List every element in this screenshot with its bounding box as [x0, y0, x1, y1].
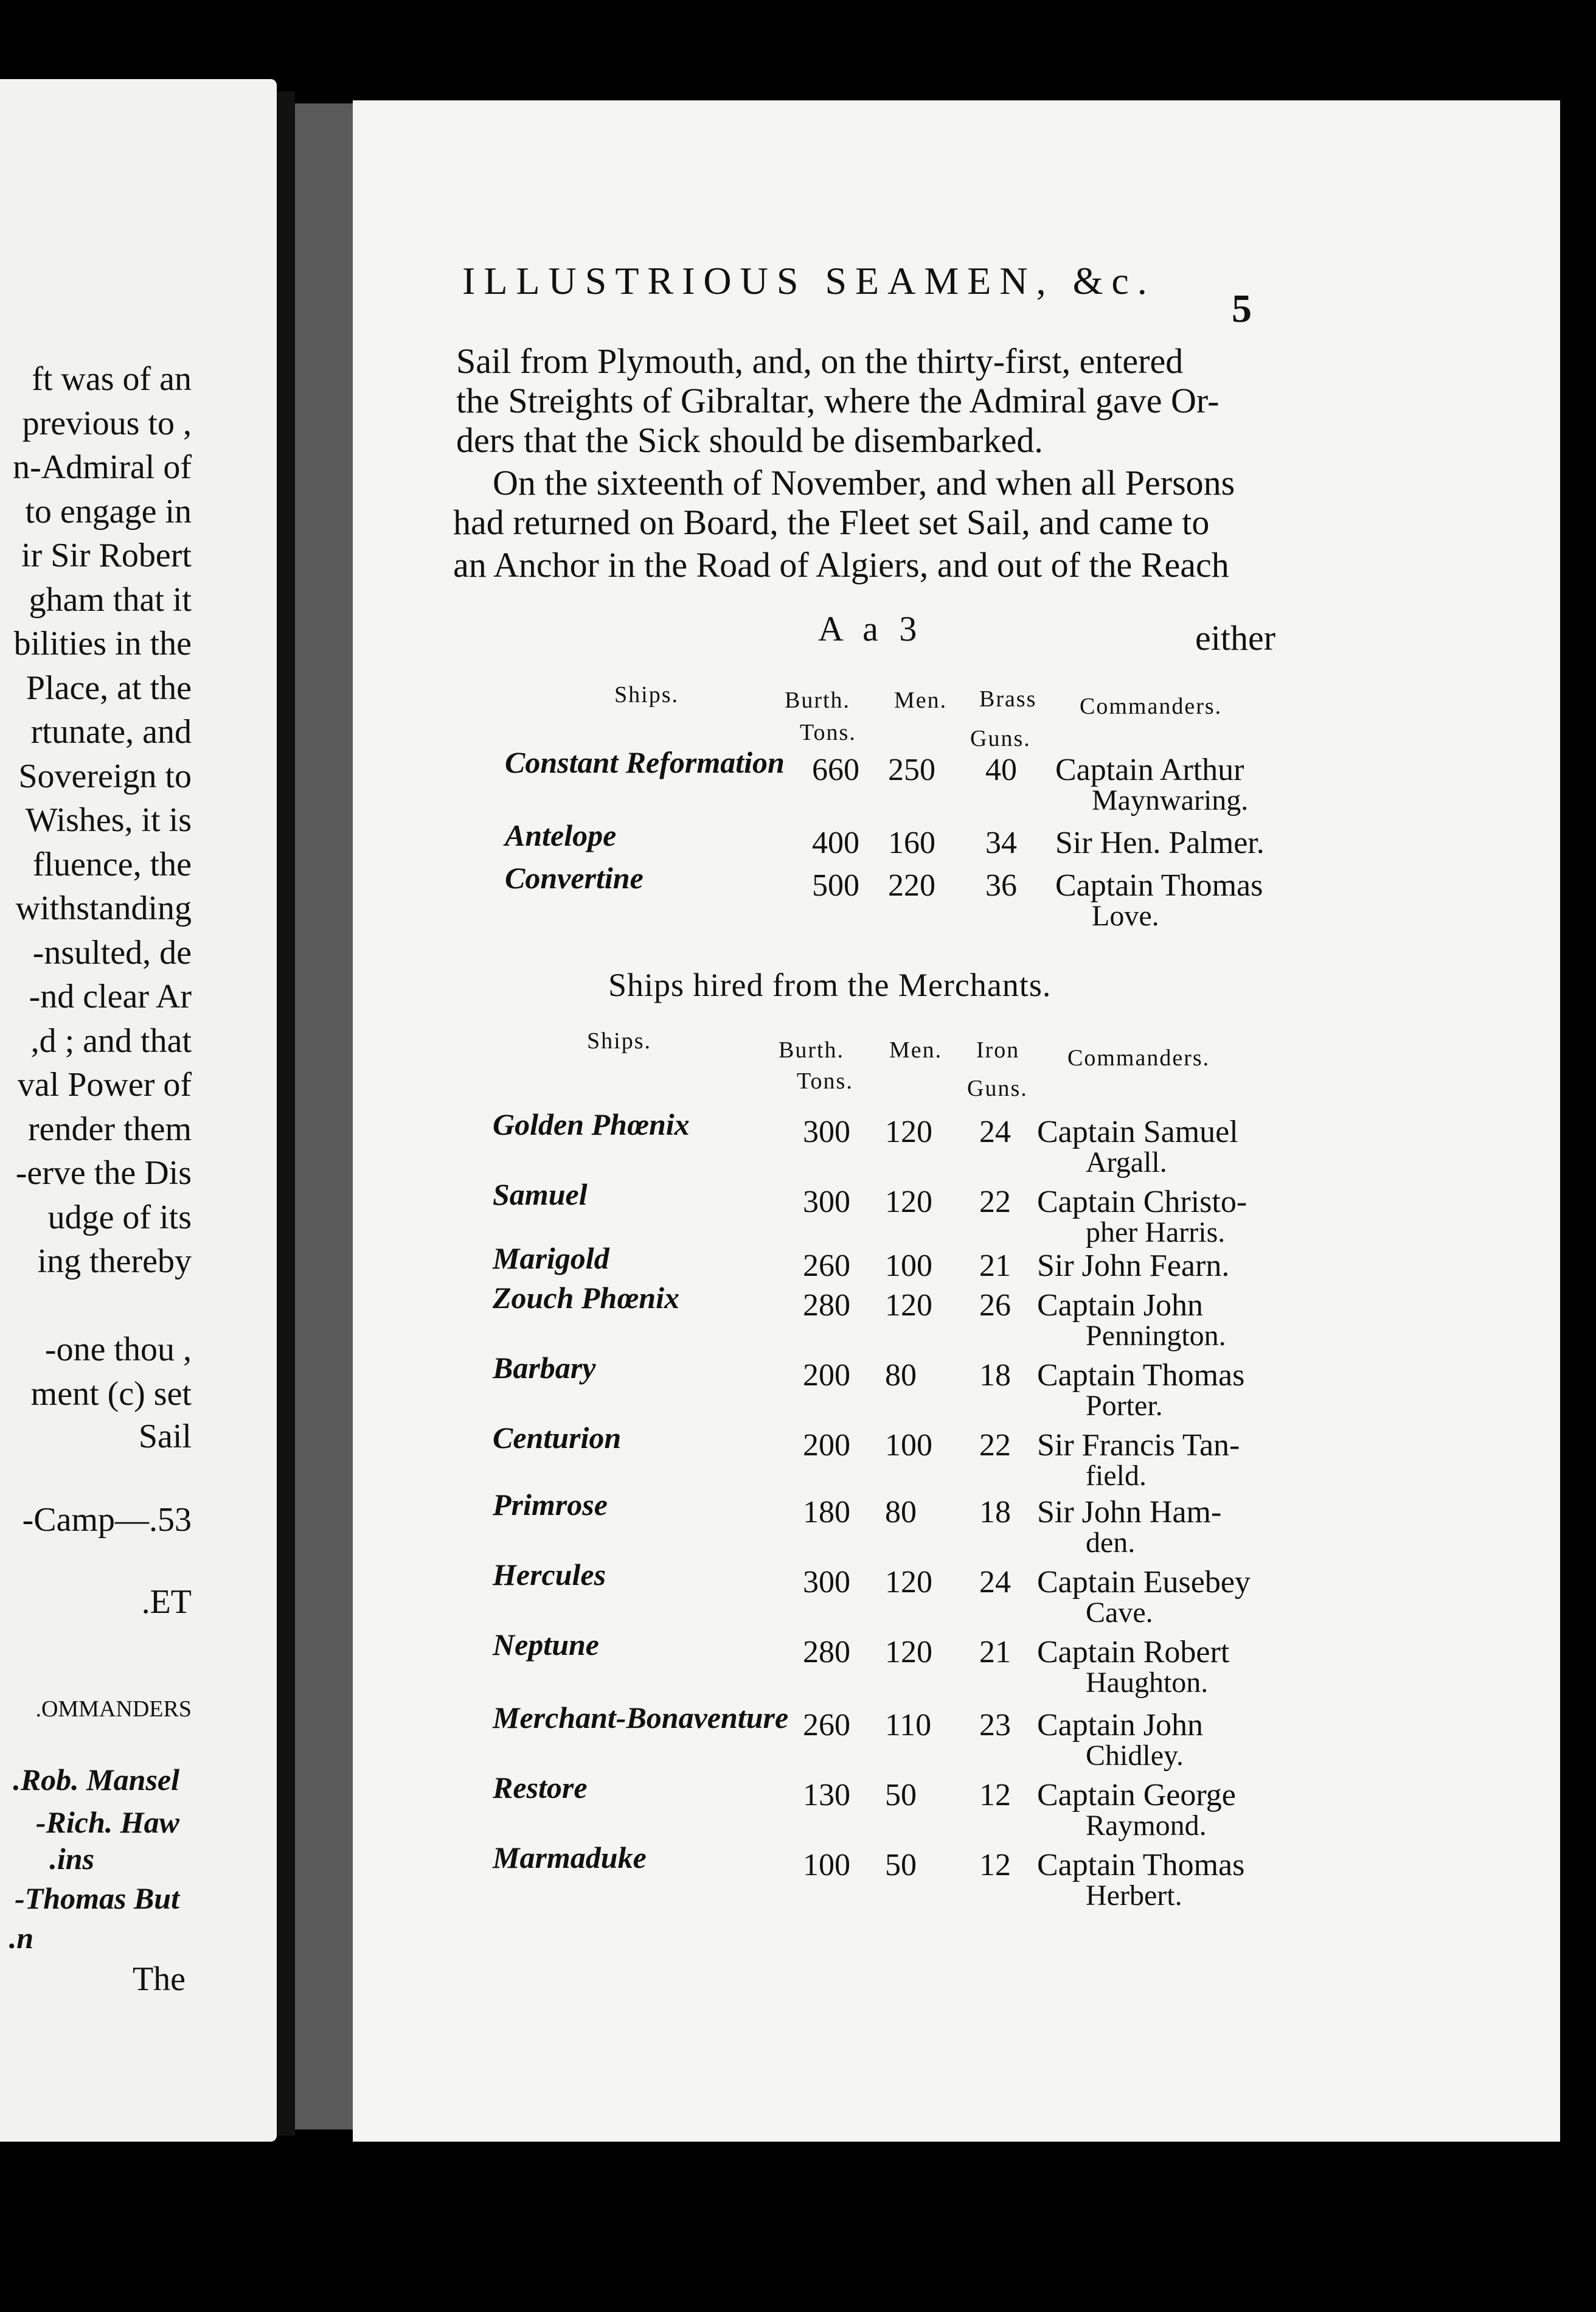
commander-cont-cell: Pennington. — [1086, 1320, 1226, 1352]
commander-cell: Captain Eusebey — [1037, 1565, 1251, 1600]
guns-cell: 18 — [979, 1358, 1011, 1393]
tons-cell: 500 — [812, 868, 859, 903]
guns-cell: 34 — [985, 826, 1017, 860]
tons-cell: 260 — [803, 1248, 850, 1283]
header-burth: Burth. — [785, 688, 851, 713]
commander-cell: Captain John — [1037, 1708, 1203, 1743]
tons-cell: 100 — [803, 1848, 850, 1882]
commander-cont-cell: Love. — [1092, 900, 1159, 932]
men-cell: 250 — [888, 753, 935, 787]
commander-cell: Sir John Fearn. — [1037, 1248, 1230, 1283]
running-head: ILLUSTRIOUS SEAMEN, &c. — [462, 259, 1156, 302]
ship-name: Convertine — [505, 861, 644, 895]
guns-cell: 21 — [979, 1635, 1011, 1670]
men-cell: 120 — [885, 1185, 932, 1219]
header-brass: Brass — [979, 686, 1037, 712]
ship-name: Primrose — [493, 1488, 608, 1522]
header-commanders: Commanders. — [1080, 694, 1223, 719]
tons-cell: 180 — [803, 1495, 850, 1530]
guns-cell: 22 — [979, 1428, 1011, 1463]
ship-name: Golden Phœnix — [493, 1107, 690, 1141]
tons-cell: 300 — [803, 1185, 850, 1219]
commander-cont-cell: Raymond. — [1086, 1809, 1207, 1842]
men-cell: 80 — [885, 1495, 917, 1530]
section-title: Ships hired from the Merchants. — [608, 967, 1052, 1003]
commander-cont-cell: Cave. — [1086, 1596, 1153, 1629]
guns-cell: 26 — [979, 1288, 1011, 1323]
men-cell: 120 — [885, 1288, 932, 1323]
signature-mark: A a 3 — [818, 609, 923, 649]
men-cell: 160 — [888, 826, 935, 860]
commander-cont-cell: Chidley. — [1086, 1739, 1184, 1772]
ship-name: Marmaduke — [493, 1840, 647, 1875]
men-cell: 80 — [885, 1358, 917, 1393]
commander-cont-cell: Porter. — [1086, 1390, 1163, 1422]
header-men: Men. — [889, 1037, 943, 1063]
commander-cell: Captain John — [1037, 1288, 1203, 1323]
men-cell: 120 — [885, 1115, 932, 1149]
guns-cell: 18 — [979, 1495, 1011, 1530]
page-number: 5 — [1232, 287, 1252, 331]
guns-cell: 36 — [985, 868, 1017, 903]
header-burth: Burth. — [779, 1037, 845, 1063]
ship-name: Marigold — [493, 1241, 609, 1275]
commander-cell: Captain Samuel — [1037, 1115, 1238, 1149]
tons-cell: 200 — [803, 1358, 850, 1393]
header-tons: Tons. — [797, 1068, 853, 1094]
tons-cell: 280 — [803, 1635, 850, 1670]
paragraph-line: had returned on Board, the Fleet set Sail, and came to — [453, 503, 1210, 542]
ship-name: Centurion — [493, 1421, 622, 1455]
guns-cell: 23 — [979, 1708, 1011, 1743]
header-commanders: Commanders. — [1067, 1045, 1210, 1071]
commander-cont-cell: Herbert. — [1086, 1879, 1182, 1912]
men-cell: 110 — [885, 1708, 932, 1743]
commander-cell: Captain Arthur — [1055, 753, 1244, 787]
commander-cont-cell: Argall. — [1086, 1146, 1167, 1179]
ship-name: Zouch Phœnix — [493, 1281, 680, 1315]
commander-cell: Captain Thomas — [1055, 868, 1263, 903]
guns-cell: 40 — [985, 753, 1017, 787]
ship-name: Samuel — [493, 1177, 588, 1211]
guns-cell: 12 — [979, 1848, 1011, 1882]
header-men: Men. — [894, 688, 948, 713]
commander-cell: Sir Francis Tan- — [1037, 1428, 1240, 1463]
ship-name: Barbary — [493, 1351, 596, 1385]
paragraph-line: the Streights of Gibraltar, where the Admiral gave Or- — [456, 381, 1220, 420]
tons-cell: 280 — [803, 1288, 850, 1323]
commander-cell: Sir John Ham- — [1037, 1495, 1222, 1530]
guns-cell: 22 — [979, 1185, 1011, 1219]
ship-name: Antelope — [505, 818, 617, 852]
tons-cell: 400 — [812, 826, 859, 860]
men-cell: 50 — [885, 1848, 917, 1882]
header-guns: Guns. — [967, 1076, 1028, 1101]
commander-cell: Captain George — [1037, 1778, 1236, 1812]
ship-name: Constant Reformation — [505, 745, 785, 779]
left-page: ft was of an , previous to n-Admiral of to engage in ir Sir Robert gham that it bilities in the Place, at the rtunate, and Sovereign to Wishes, it is fluence, the withstanding nsulted, de- nd clear Ar- d ; and that, val Power of render them erve the Dis- udge of its ing thereby , one thou- ment (c) set Sail 53.—Camp- ET. OMMANDERS. Rob. Mansel. Rich. Haw- ins. Thomas But- n. The — [0, 79, 277, 2142]
commander-cont-cell: Maynwaring. — [1092, 784, 1249, 817]
commander-cont-cell: pher Harris. — [1086, 1216, 1226, 1248]
tons-cell: 300 — [803, 1115, 850, 1149]
paragraph-line: On the sixteenth of November, and when all Persons — [493, 463, 1235, 503]
commander-cont-cell: field. — [1086, 1460, 1147, 1492]
header-tons: Tons. — [800, 720, 856, 745]
commander-cell: Captain Thomas — [1037, 1848, 1245, 1882]
book-gutter — [277, 91, 295, 2136]
header-iron: Iron — [976, 1037, 1020, 1063]
men-cell: 220 — [888, 868, 935, 903]
men-cell: 50 — [885, 1778, 917, 1812]
men-cell: 120 — [885, 1635, 932, 1670]
paragraph-line: ders that the Sick should be disembarked. — [456, 420, 1043, 460]
book-spine-shadow — [295, 103, 353, 2129]
commander-cont-cell: Haughton. — [1086, 1666, 1209, 1699]
commander-cell: Captain Christo- — [1037, 1185, 1247, 1219]
commander-cont-cell: den. — [1086, 1527, 1136, 1559]
ship-name: Hercules — [493, 1558, 606, 1592]
commander-cell: Captain Thomas — [1037, 1358, 1245, 1393]
ship-name: Neptune — [493, 1628, 599, 1662]
tons-cell: 130 — [803, 1778, 850, 1812]
paragraph-line: an Anchor in the Road of Algiers, and out of the Reach — [453, 545, 1229, 585]
tons-cell: 200 — [803, 1428, 850, 1463]
catchword: either — [1195, 618, 1276, 658]
paragraph-line: Sail from Plymouth, and, on the thirty-first, entered — [456, 341, 1184, 381]
commander-cell: Sir Hen. Palmer. — [1055, 826, 1265, 860]
ship-name: Restore — [493, 1771, 588, 1805]
tons-cell: 660 — [812, 753, 859, 787]
header-ships: Ships. — [587, 1028, 651, 1054]
men-cell: 100 — [885, 1248, 932, 1283]
men-cell: 120 — [885, 1565, 932, 1600]
men-cell: 100 — [885, 1428, 932, 1463]
header-ships: Ships. — [614, 682, 679, 708]
commander-cell: Captain Robert — [1037, 1635, 1230, 1670]
guns-cell: 24 — [979, 1565, 1011, 1600]
guns-cell: 24 — [979, 1115, 1011, 1149]
guns-cell: 12 — [979, 1778, 1011, 1812]
header-guns: Guns. — [970, 726, 1031, 751]
ship-name: Merchant-Bonaventure — [493, 1701, 789, 1735]
tons-cell: 300 — [803, 1565, 850, 1600]
tons-cell: 260 — [803, 1708, 850, 1743]
guns-cell: 21 — [979, 1248, 1011, 1283]
